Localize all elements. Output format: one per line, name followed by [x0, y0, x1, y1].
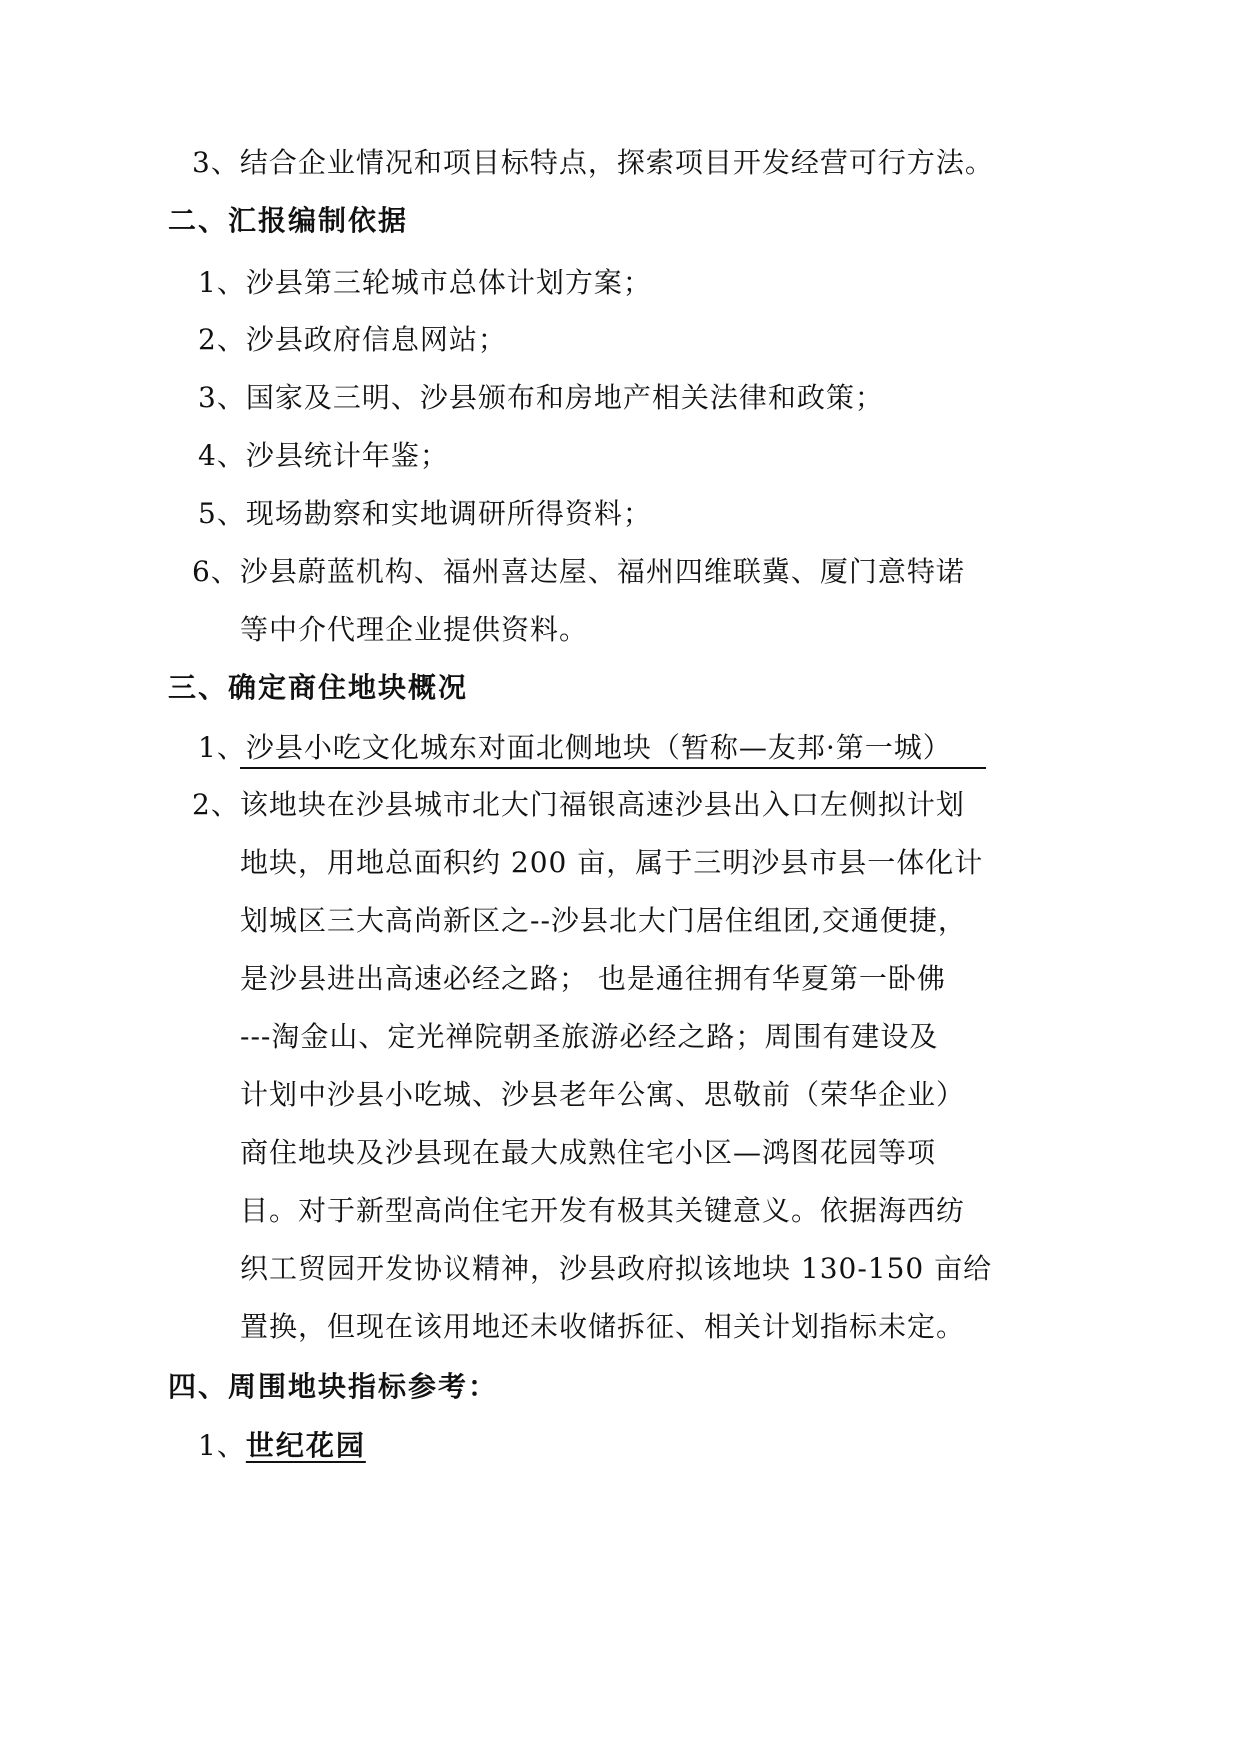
section-2-item-3: 3、国家及三明、沙县颁布和房地产相关法律和政策； — [198, 381, 884, 414]
section-3-item-1-text: 沙县小吃文化城东对面北侧地块（暂称—友邦·第一城） — [245, 731, 952, 764]
section-3-item-2-line-10: 置换，但现在该用地还未收储拆征、相关计划指标未定。 — [240, 1310, 966, 1343]
section-4-item-1 — [198, 1429, 366, 1463]
section-2-item-1: 1、沙县第三轮城市总体计划方案； — [198, 266, 652, 299]
section-3-item-2-line-2: 地块，用地总面积约 200 亩，属于三明沙县市县一体化计 — [240, 846, 984, 879]
section-3-item-2-line-1: 2、该地块在沙县城市北大门福银高速沙县出入口左侧拟计划 — [192, 788, 965, 821]
section-2-item-6: 6、沙县蔚蓝机构、福州喜达屋、福州四维联冀、厦门意特诺 — [192, 555, 965, 588]
section-4-item-1-number: 1、 — [198, 1429, 246, 1462]
section-2-item-6-continued: 等中介代理企业提供资料。 — [240, 613, 589, 646]
section-2-item-4: 4、沙县统计年鉴； — [198, 439, 449, 472]
section-3-heading: 三、确定商住地块概况 — [168, 671, 469, 704]
section-2-heading: 二、汇报编制依据 — [168, 204, 409, 237]
section-3-item-2-line-3: 划城区三大高尚新区之--沙县北大门居住组团,交通便捷， — [240, 904, 967, 937]
section-3-item-2-line-7: 商住地块及沙县现在最大成熟住宅小区—鸿图花园等项 — [240, 1136, 937, 1169]
section-3-item-2-line-5: ---淘金山、定光禅院朝圣旅游必经之路；周围有建设及 — [240, 1020, 939, 1053]
section-3-item-2-line-6: 计划中沙县小吃城、沙县老年公寓、思敬前（荣华企业） — [240, 1078, 966, 1111]
section-3-item-1-underline — [240, 767, 986, 769]
intro-item-3: 3、结合企业情况和项目标特点，探索项目开发经营可行方法。 — [192, 146, 994, 179]
section-4-item-1-title: 世纪花园 — [245, 1429, 366, 1462]
section-3-item-2-line-4: 是沙县进出高速必经之路； 也是通往拥有华夏第一卧佛 — [240, 962, 946, 995]
section-2-item-2: 2、沙县政府信息网站； — [198, 323, 507, 356]
section-2-item-5: 5、现场勘察和实地调研所得资料； — [198, 497, 652, 530]
section-3-item-2-line-8: 目。对于新型高尚住宅开发有极其关键意义。依据海西纺 — [240, 1194, 966, 1227]
section-3-item-2-line-9: 织工贸园开发协议精神，沙县政府拟该地块 130-150 亩给 — [240, 1252, 993, 1285]
section-3-item-1-number: 1、 — [198, 731, 246, 764]
section-4-heading: 四、周围地块指标参考： — [168, 1370, 499, 1403]
section-3-item-1 — [198, 731, 952, 765]
